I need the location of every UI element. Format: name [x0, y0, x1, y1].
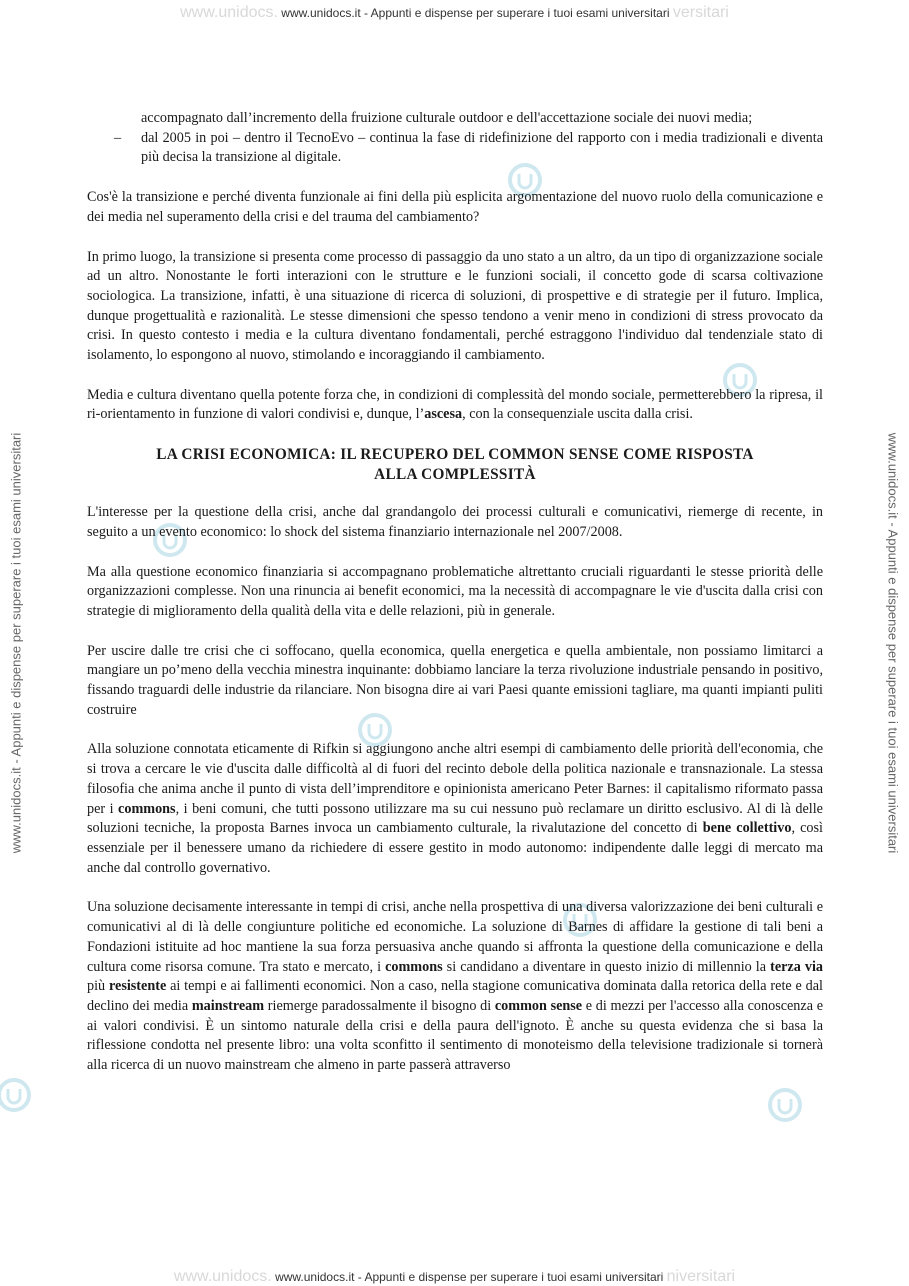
bold-term: terza via [770, 958, 823, 975]
bold-term: mainstream [191, 997, 265, 1014]
document-body [87, 109, 823, 1096]
bold-term: bene collettivo [702, 820, 792, 837]
side-watermark-left: www.unidocs.it - Appunti e dispense per superare i tuoi esami universitari [8, 432, 24, 854]
paragraph-economic-issues: Ma alla questione economico finanziaria si accompagnano problematiche altrettanto cruciali riguardanti le stesse priorità delle organizzazioni complesse. Non una rinuncia ai benefit economici, ma la necessità di accompagnare le vie d'uscita dalla crisi con strategie di miglioramento della qualità della vita e delle relazioni, più in generale. [87, 563, 823, 619]
paragraph-common-sense: Una soluzione decisamente interessante in tempi di crisi, anche nella prospettiva di una diversa valorizzazione dei beni culturali e comunicativi al di là delle congiunture politiche ed economiche. La soluzione di Barnes di affidare la gestione di tali beni a Fondazioni istituite ad hoc mantiene la sua forza persuasiva anche quando si affronta la questione della comunicazione e della cultura come risorsa comune. Tra stato e mercato, i commons si candidano a diventare in questo inizio di millennio la terza via più resistente ai tempi e ai fallimenti economici. Non a caso, nella stagione comunicativa dominata dalla retorica della rete e dal declino dei media mainstream riemerge paradossalmente il bisogno di common sense e di mezzi per l'accesso alla conoscenza e ai valori condivisi. È un sintomo naturale della crisi e della paura dell'ignoto. È anche su questa evidenza che si basa la riflessione condotta nel presente libro: una volta sconfitto il sentimento di monoteismo della televisione tradizionale si tornerà alla ricerca di un nuovo mainstream che almeno in parte passerà attraverso [87, 899, 823, 1074]
paragraph-transition: In primo luogo, la transizione si presenta come processo di passaggio da uno stato a un altro, da un tipo di organizzazione sociale ad un altro. Nonostante le forti interazioni con le strutture e le funzioni sociali, il concetto gode di scarsa coltivazione sociologica. La transizione, infatti, è una situazione di ricerca di soluzioni, di prospettive e di strategie per il futuro. Implica, dunque progettualità e razionalità. Le stesse dimensioni che spesso tendono a venir meno in condizioni di stress provocato da crisi. In questo contesto i media e la cultura diventano fondamentali, perché estraggono l'individuo dal tendenziale stato di isolamento, lo espongono al nuovo, stimolando e incoraggiando il cambiamento. [87, 248, 823, 364]
footer-ghost-left: www.unidocs. [173, 1268, 272, 1285]
list-item [87, 129, 823, 168]
bullet-list [87, 109, 823, 168]
page-footer-banner [0, 1268, 909, 1286]
side-watermark-right: www.unidocs.it - Appunti e dispense per superare i tuoi esami universitari [885, 432, 901, 854]
paragraph-question: Cos'è la transizione e perché diventa funzionale ai fini della più esplicita argomentazione del nuovo ruolo della comunicazione e dei media nel superamento della crisi e del trauma del cambiamento? [87, 189, 823, 225]
watermark-logo-icon [0, 1075, 34, 1115]
header-text: www.unidocs.it - Appunti e dispense per superare i tuoi esami universitari [281, 6, 670, 20]
bold-term: common sense [494, 997, 583, 1014]
page-header-banner [0, 4, 909, 22]
list-item-text: accompagnato dall’incremento della fruizione culturale outdoor e dell'accettazione sociale dei nuovi media; [141, 110, 753, 126]
bold-term: commons [118, 800, 176, 817]
list-item-text: dal 2005 in poi – dentro il TecnoEvo – continua la fase di ridefinizione del rapporto con i media tradizionali e diventa più decisa la transizione al digitale. [141, 129, 823, 166]
paragraph-media-culture: Media e cultura diventano quella potente forza che, in condizioni di complessità del mondo sociale, permetterebbero la ripresa, il ri-orientamento in funzione di valori condivisi e, dunque, l’ascesa, con la consequenziale uscita dalla crisi. [87, 386, 823, 423]
paragraph-crisis-interest: L'interesse per la questione della crisi, anche dal grandangolo dei processi culturali e comunicativi, riemerge di recente, in seguito a un evento economico: lo shock del sistema finanziario internazionale nel 2007/2008. [87, 504, 823, 540]
section-heading-line: LA CRISI ECONOMICA: IL RECUPERO DEL COMMON SENSE COME RISPOSTA [156, 446, 754, 464]
paragraph-three-crises: Per uscire dalle tre crisi che ci soffocano, quella economica, quella energetica e quella ambientale, non possiamo limitarci a mangiare un po’meno della vecchia minestra inquinante: dobbiamo lanciare la terza rivoluzione industriale pensando in positivo, fissando traguardi delle industrie da rilanciare. Non bisogna dire ai vari Paesi quante emissioni tagliare, ma quanti impianti puliti costruire [87, 642, 823, 718]
header-ghost-right: versitari [672, 4, 729, 21]
list-item [87, 109, 823, 129]
section-heading [87, 445, 823, 485]
dash-bullet: – [114, 129, 122, 146]
bold-term: commons [385, 958, 443, 975]
header-ghost-left: www.unidocs. [180, 4, 278, 21]
bold-term: ascesa [424, 406, 463, 423]
section-heading-line: ALLA COMPLESSITÀ [374, 466, 536, 484]
bold-term: resistente [108, 978, 167, 995]
paragraph-rifkin-barnes: Alla soluzione connotata eticamente di Rifkin si aggiungono anche altri esempi di cambiamento delle priorità dell'economia, che si trova a cercare le vie d'uscita dalle difficoltà al di fuori del recinto debole della politica nazionale e transnazionale. La stessa filosofia che anima anche il punto di vista dell’imprenditore e opinionista americano Peter Barnes: il capitalismo riformato passa per i commons, i beni comuni, che tutti possono utilizzare ma su cui nessuno può reclamare un diritto esclusivo. Al di là delle soluzioni tecniche, la proposta Barnes invoca un cambiamento culturale, la rivalutazione del concetto di bene collettivo, così essenziale per il benessere umano da richiedere di essere gestito in modo autonomo: indipendente dalle leggi di mercato ma anche dal controllo governativo. [87, 741, 823, 876]
footer-ghost-right: niversitari [666, 1268, 736, 1285]
footer-text: www.unidocs.it - Appunti e dispense per superare i tuoi esami universitari [275, 1270, 664, 1284]
